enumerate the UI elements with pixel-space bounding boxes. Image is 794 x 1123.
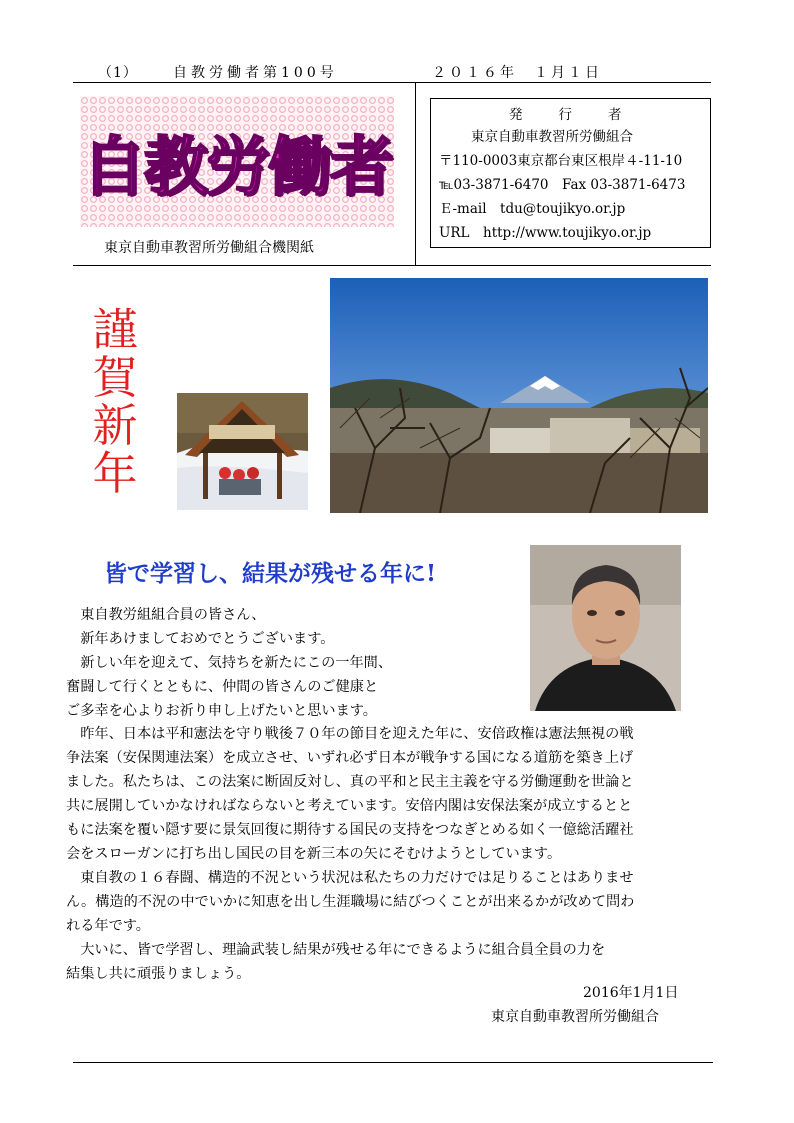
paper-issue-name: 自教労働者第100号 (173, 65, 338, 81)
article-line: 昨年、日本は平和憲法を守り戦後７０年の節目を迎えた年に、安倍政権は憲法無視の戦 (66, 726, 634, 742)
signature-org: 東京自動車教習所労働組合 (491, 1009, 659, 1025)
article-line: 奮闘して行くとともに、仲間の皆さんのご健康と (66, 679, 379, 695)
publisher-org: 東京自動車教習所労働組合 (471, 129, 633, 145)
article-line: 新年あけましておめでとうございます。 (66, 631, 335, 647)
publisher-email: Ｅ-mail tdu@toujikyo.or.jp (439, 201, 626, 217)
issue-date: ２０１６年 １月１日 (432, 65, 602, 81)
article-line: 共に展開していかなければならないと考えています。安倍内閣は安保法案が成立するとと (66, 798, 633, 814)
greeting-char: 新 (92, 399, 138, 452)
mount-fuji-photo (330, 278, 708, 513)
article-line: 争法案（安保関連法案）を成立させ、いずれ必ず日本が戦争する国になる道筋を築き上げ (66, 750, 634, 766)
greeting-char: 年 (92, 447, 138, 500)
article-line: 東自教労組組合員の皆さん、 (66, 607, 266, 623)
publisher-heading: 発行者 (509, 107, 658, 123)
footer-rule (73, 1062, 713, 1063)
publisher-phone: ℡03-3871-6470 Fax 03-3871-6473 (439, 177, 686, 193)
new-year-greeting (88, 303, 142, 500)
article-line: 結集し共に頑張りましょう。 (66, 966, 251, 982)
article-line: れる年です。 (66, 918, 150, 934)
greeting-char: 謹 (92, 303, 138, 356)
article-headline: 皆で学習し、結果が残せる年に! (104, 560, 437, 587)
shrine-photo (177, 393, 308, 510)
masthead-rule (73, 265, 711, 266)
signature-date: 2016年1月1日 (583, 985, 679, 1001)
article-line: 東自教の１６春闘、構造的不況という状況は私たちの力だけでは足りることはありませ (66, 870, 634, 886)
article-line: ました。私たちは、この法案に断固反対し、真の平和と民主主義を守る労働運動を世論と (66, 774, 634, 790)
article-line: ご多幸を心よりお祈り申し上げたいと思います。 (66, 703, 377, 719)
article-line: 新しい年を迎えて、気持ちを新たにこの一年間、 (66, 655, 393, 671)
issue-number: （1） (98, 65, 138, 81)
header-rule (73, 82, 711, 83)
publisher-address: 〒110-0003東京都台東区根岸４-11-10 (439, 153, 683, 169)
author-portrait (530, 545, 681, 711)
publisher-url: URL http://www.toujikyo.or.jp (439, 225, 652, 241)
greeting-char: 賀 (92, 351, 138, 404)
article-line: 大いに、皆で学習し、理論武装し結果が残せる年にできるように組合員全員の力を (66, 942, 606, 958)
masthead-logo: 自教労働者 (82, 130, 392, 205)
publisher-box (430, 98, 711, 248)
article-line: 会をスローガンに打ち出し国民の目を新三本の矢にそむけようとしています。 (66, 846, 562, 862)
article-line: もに法案を覆い隠す要に景気回復に期待する国民の支持をつなぎとめる如く一億総活躍社 (66, 822, 634, 838)
header-divider (415, 82, 416, 266)
article-line: ん。構造的不況の中でいかに知恵を出し生涯職場に結びつくことが出来るかが改めて問わ (66, 894, 635, 910)
masthead-subtitle: 東京自動車教習所労働組合機関紙 (104, 240, 314, 256)
